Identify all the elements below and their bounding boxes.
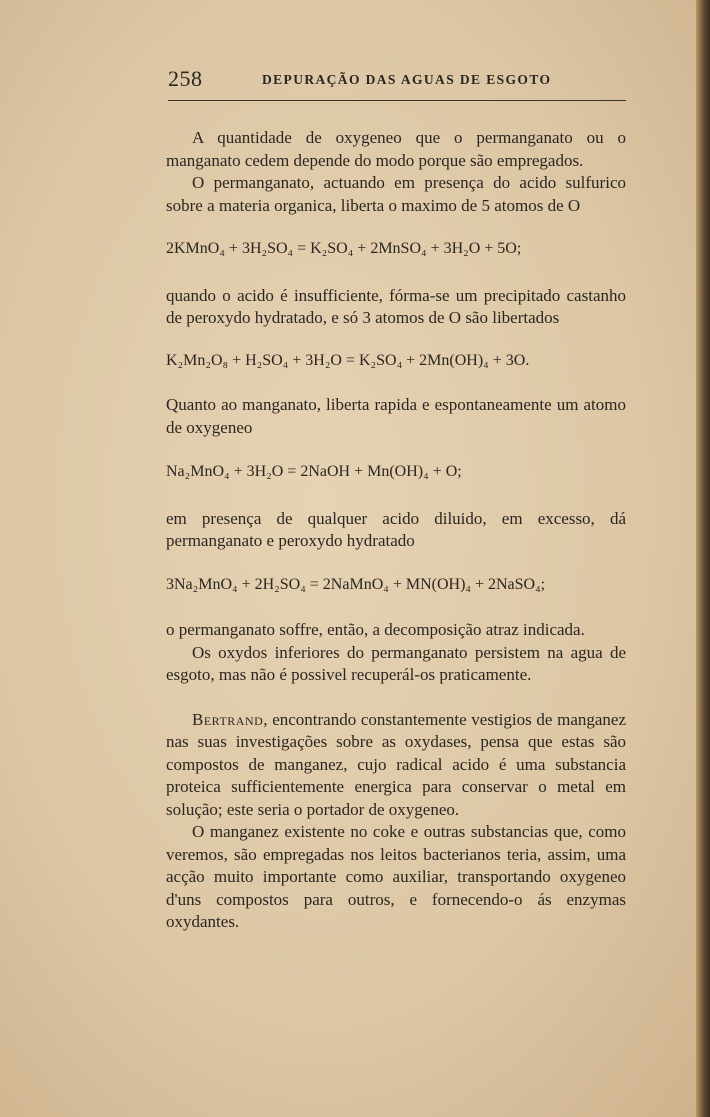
- chemical-equation: K₂Mn₂O₈ + H₂SO₄ + 3H₂O = K₂SO₄ + 2Mn(OH)₄ + 3O.: [166, 351, 530, 369]
- page-number: 258: [168, 66, 203, 91]
- page-header: [168, 66, 628, 96]
- running-title: DEPURAÇÃO DAS AGUAS DE ESGOTO: [262, 72, 552, 87]
- paragraph: quando o acido é insufficiente, fórma-se um precipitado castanho de peroxydo hydratado, e só 3 atomos de O são libertados: [166, 285, 626, 327]
- author-name: Bertrand: [192, 709, 264, 729]
- paragraph: O manganez existente no coke e outras substancias que, como veremos, são empregadas nos leitos bacterianos teria, assim, uma acção muito importante como auxiliar, transportando oxygeneo d'uns compostos para outros, e fornecendo-o ás enzymas oxydantes.: [166, 822, 626, 931]
- header-rule: [168, 100, 626, 101]
- paragraph: em presença de qualquer acido diluido, em excesso, dá permanganato e peroxydo hydratado: [166, 508, 626, 550]
- book-spine-edge: [696, 0, 710, 1117]
- paragraph: Os oxydos inferiores do permanganato persistem na agua de esgoto, mas não é possivel recuperál-os praticamente.: [166, 642, 626, 684]
- paragraph-text: , encontrando constantemente vestigios de manganez nas suas investigações sobre as oxydases, pensa que estas são compostos de manganez, cujo radical acido é uma substancia proteica sufficientemente energica para conservar o metal em solução; este seria o portador de oxygeneo.: [166, 709, 626, 819]
- page-body: [166, 127, 626, 934]
- paragraph: o permanganato soffre, então, a decomposição atraz indicada.: [166, 620, 585, 639]
- chemical-equation: Na₂MnO₄ + 3H₂O = 2NaOH + Mn(OH)₄ + O;: [166, 463, 462, 480]
- paragraph: O permanganato, actuando em presença do acido sulfurico sobre a materia organica, liberta o maximo de 5 atomos de O: [166, 173, 626, 215]
- chemical-equation: 3Na₂MnO₄ + 2H₂SO₄ = 2NaMnO₄ + MN(OH)₄ + 2NaSO₄;: [166, 575, 546, 593]
- paragraph: A quantidade de oxygeneo que o permanganato ou o manganato cedem depende do modo porque são empregados.: [166, 128, 626, 170]
- paragraph: Quanto ao manganato, liberta rapida e espontaneamente um atomo de oxygeneo: [166, 395, 626, 437]
- chemical-equation: 2KMnO₄ + 3H₂SO₄ = K₂SO₄ + 2MnSO₄ + 3H₂O + 5O;: [166, 240, 522, 257]
- paragraph: [166, 709, 626, 822]
